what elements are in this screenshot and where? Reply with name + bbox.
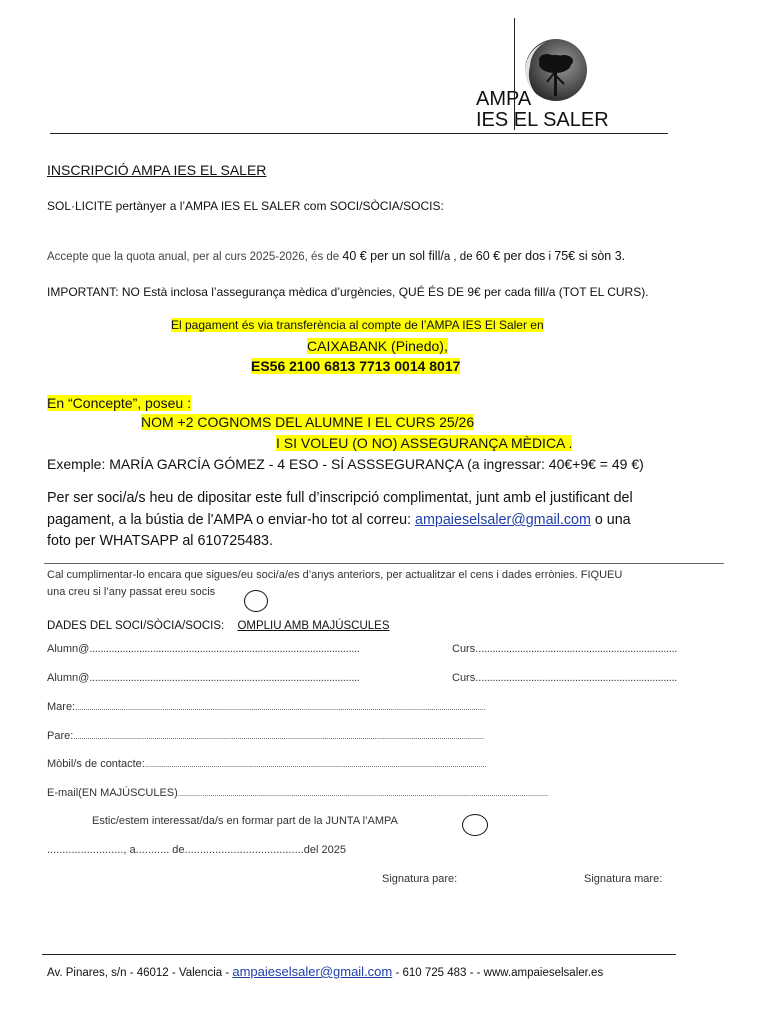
course-2-label: Curs..: [452, 672, 482, 684]
student-1-label: Alumn@: [47, 643, 90, 655]
concept-line-2: NOM +2 COGNOMS DEL ALUMNE I EL CURS 25/26: [141, 414, 475, 430]
fee-bold-c: 75€ si sòn 3.: [554, 249, 626, 263]
mother-field[interactable]: [47, 701, 486, 713]
fee-text-a: Accepte que la quota anual, per al curs 2025-2026, és de: [47, 251, 343, 263]
course-1-label: Curs..: [452, 643, 482, 655]
junta-interest-text: Estic/estem interessat/da/s en formar part de la JUNTA l’AMPA: [92, 815, 398, 827]
previous-member-checkbox[interactable]: [244, 590, 268, 612]
payment-line-1: El pagament és via transferència al compte de l’AMPA IES El Saler en: [171, 318, 544, 332]
footer-pre: Av. Pinares, s/n - 46012 - Valencia -: [47, 967, 233, 979]
email-field[interactable]: [47, 787, 548, 799]
payment-iban: ES56 2100 6813 7713 0014 8017: [251, 358, 461, 374]
course-1-field[interactable]: [452, 643, 677, 655]
student-1-dots: ..................................................................................................: [89, 643, 360, 655]
instructions-line-2-pre: pagament, a la bústia de l'AMPA o enviar-ho tot al correu:: [47, 512, 416, 528]
header-rule: [50, 133, 668, 134]
instructions-line-2-post: o una: [590, 512, 631, 528]
concept-heading: En “Concepte”, poseu :: [47, 395, 191, 411]
note-rule: [44, 563, 724, 564]
fee-bold-a: 40 € per un sol fill/: [342, 249, 444, 263]
mother-label: Mare:: [47, 701, 76, 713]
footer-post: - 610 725 483 - - www.ampaieselsaler.es: [392, 967, 604, 979]
mother-dots: ...........................................................................................................................................................................................................: [75, 703, 486, 712]
student-2-dots: ..................................................................................................: [89, 672, 360, 684]
fee-text-b: a , de: [443, 251, 476, 263]
fee-line: [47, 249, 625, 263]
course-2-dots: .......................................................................: [481, 672, 678, 684]
email-link[interactable]: ampaieselsaler@gmail.com: [415, 512, 591, 528]
instructions-line-3: foto per WHATSAPP al 610725483.: [47, 533, 273, 549]
note-line-2: una creu si l’any passat ereu socis: [47, 586, 216, 598]
form-heading-note: OMPLIU AMB MAJÚSCULES: [237, 620, 390, 632]
mobile-dots: .........................................................................................................................................................................: [144, 760, 487, 769]
course-1-dots: .......................................................................: [481, 643, 678, 655]
signature-mother: Signatura mare:: [584, 873, 663, 885]
form-heading: [47, 620, 390, 632]
father-dots: ...........................................................................................................................................................................................................: [73, 732, 484, 741]
fee-bold-b: 60 € per dos: [475, 249, 546, 263]
instructions-line-2: [47, 512, 631, 528]
mobile-field[interactable]: [47, 758, 487, 770]
student-2-label: Alumn@: [47, 672, 90, 684]
signature-father: Signatura pare:: [382, 873, 458, 885]
email-label: E-mail(EN MAJÚSCULES): [47, 787, 178, 799]
junta-interest-checkbox[interactable]: [462, 814, 488, 836]
date-line[interactable]: ........................., a........... de.......................................del 2025: [47, 844, 346, 856]
logo-text-ampa: AMPA: [476, 88, 532, 110]
course-2-field[interactable]: [452, 672, 677, 684]
student-1-field[interactable]: [47, 643, 359, 655]
footer-address: [47, 964, 603, 979]
note-line-1: Cal cumplimentar-lo encara que sigues/eu soci/a/es d’anys anteriors, per actualitzar el cens i dades errònies. FIQUEU: [47, 569, 623, 581]
student-2-field[interactable]: [47, 672, 359, 684]
concept-line-3: I SI VOLEU (O NO) ASSEGURANÇA MÈDICA .: [276, 435, 573, 451]
email-dots: .......................................................................................................................................................................................: [177, 789, 548, 798]
footer-rule: [42, 954, 676, 955]
form-heading-label: DADES DEL SOCI/SÒCIA/SOCIS:: [47, 620, 225, 632]
footer-email-link[interactable]: ampaieselsaler@gmail.com: [232, 964, 393, 979]
important-note: IMPORTANT: NO Està inclosa l’assegurança mèdica d’urgències, QUÉ ÉS DE 9€ per cada fill/a (TOT EL CURS).: [47, 285, 649, 299]
instructions-line-1: Per ser soci/a/s heu de dipositar este full d’inscripció complimentat, junt amb el justificant del: [47, 490, 633, 506]
father-field[interactable]: [47, 730, 484, 742]
mobile-label: Mòbil/s de contacte:: [47, 758, 145, 770]
request-line: SOL·LICITE pertànyer a l’AMPA IES EL SALER com SOCI/SÒCIA/SOCIS:: [47, 199, 444, 213]
fee-text-c: i: [545, 251, 555, 263]
logo-text-school: IES EL SALER: [476, 109, 609, 131]
concept-example: Exemple: MARÍA GARCÍA GÓMEZ - 4 ESO - SÍ ASSSEGURANÇA (a ingressar: 40€+9€ = 49 €): [47, 456, 644, 472]
payment-bank: CAIXABANK (Pinedo),: [307, 338, 448, 354]
page-title: INSCRIPCIÓ AMPA IES EL SALER: [47, 162, 267, 178]
father-label: Pare:: [47, 730, 74, 742]
